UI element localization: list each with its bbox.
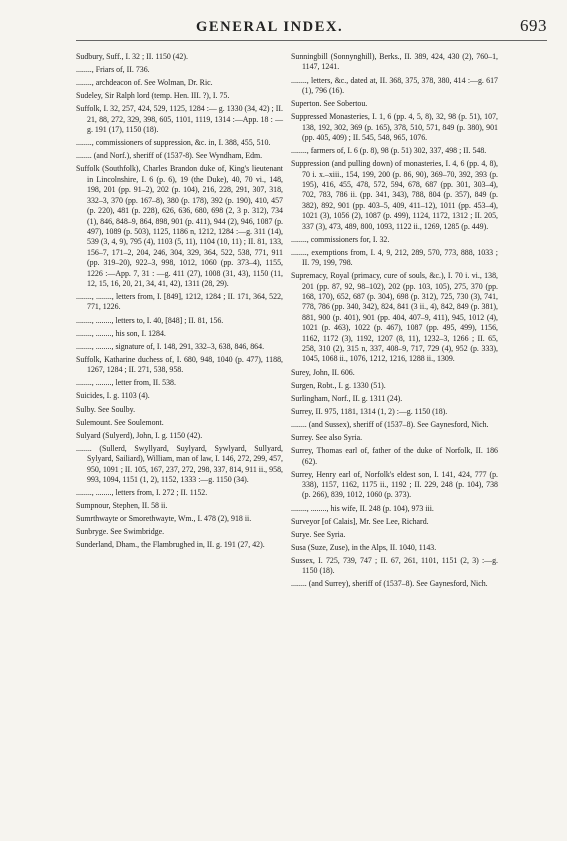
index-entry: ........, ........, letter from, II. 538. [76,378,176,388]
index-entry: Superton. See Sobertou. [291,99,368,108]
index-entry: ........, Friars of, II. 736. [76,65,150,75]
index-entry: Sussex, I. 725, 739, 747 ; II. 67, 261, 1101, 1151 (2, 3) :—g. 1150 (18). [291,555,498,576]
index-entry: Surgen, Robt., I. g. 1330 (51). [291,380,386,390]
index-entry: Sunderland, Dham., the Flambrughed in, II. g. 191 (27, 42). [76,540,265,550]
index-entry: ........, ........, letters from, I. [849], 1212, 1284 ; II. 171, 364, 522, 771, 1226. [76,292,283,312]
index-entry: Suffolk, Katharine duchess of, I. 680, 948, 1040 (p. 477), 1188, 1267, 1284 ; II. 271, 538, 958. [76,354,283,375]
index-entry: ........, exemptions from, I. 4, 9, 212, 289, 570, 773, 888, 1033 ; II. 79, 199, 798. [291,247,498,268]
left-column [76,52,283,593]
index-entry: Sumpnour, Stephen, II. 58 ii. [76,501,168,511]
index-entry: ........, ........, his son, I. 1284. [76,328,166,338]
index-entry: Suffolk (Southfolk), Charles Brandon duke of, King's lieutenant in Lincolnshire, I. 6 (p. 6), 19 (the Duke), 40, 70 vi., 148, 198, 201 (pp. 91–2), 202 (p. 104), 216, 228, 291, 307, 318, 332–3, 370 (pp. 167–8), 380 (p. 178), 392 (p. 190), 410, 457 (p. 220), 481 (p. 228), 626, 636, 680, 698 (2, 3 p. 312), 734 (1), 846, 848–9, 864, 898, 901 (p. 411), 944 (2), 946, 1087 (p. 497), 1089 (p. 503), 1125, 1186 n, 1212, 1284 :—g. 311 (14), 539 (3, 4, 9), 795 (4), 1103 (5, 11), 1104 (10, 11) ; II. 81, 133, 156–7, 171–2, 204, 246, 304, 329, 364, 522, 538, 771, 911 (pp. 319–20), 922–3, 998, 1012, 1060 (pp. 373–4), 1155, 1226 :—App. 7, 31 : —g. 411 (27), 1008 (31, 43), 1150 (11, 12, 15, 16, 20, 21, 34, 41, 42), 1311 (28, 29). [76,164,283,288]
index-entry: ........ (and Surrey), sheriff of (1537–8). See Gaynesford, Nich. [291,579,488,589]
index-entry: ........ (and Norf.), sheriff of (1537-8). See Wyndham, Edm. [76,151,263,161]
page-number: 693 [520,16,547,35]
index-entry: Surveyor [of Calais], Mr. See Lee, Richard. [291,516,429,526]
index-entry: ........, ........, signature of, I. 148, 291, 332–3, 638, 846, 864. [76,341,265,351]
index-entry: Sudbury, Suff., I. 32 ; II. 1150 (42). [76,52,188,61]
index-entry: ........ (Sullerd, Swyllyard, Suylyard, Sywlyard, Sullyard, Sylyard, Sailiard), William, man of law, I. 146, 272, 299, 457, 950, 1091 ; II. 105, 167, 237, 272, 298, 337, 814, 911 ii., 958, 993, 1094, 1151 (1, 2), 1152, 1333 :—g. 1150 (34). [76,443,283,484]
index-entry: ........, commissioners of suppression, &c. in, I. 388, 455, 510. [76,138,271,148]
index-entry: Sunbryge. See Swimbridge. [76,527,165,537]
index-entry: Surlingham, Norf., II. g. 1311 (24). [291,393,403,403]
index-entry: ........, archdeacon of. See Wolman, Dr. Ric. [76,78,213,88]
index-columns [76,52,547,593]
index-entry: ........, ........, letters from, I. 272 ; II. 1152. [76,488,208,498]
index-entry: Sudeley, Sir Ralph lord (temp. Hen. III. ?), I. 75. [76,91,230,101]
page-header [76,16,547,41]
index-entry: ........ (and Sussex), sheriff of (1537–8). See Gaynesford, Nich. [291,419,489,429]
index-entry: ........, ........, his wife, II. 248 (p. 104), 973 iii. [291,503,434,513]
index-entry: Susa (Suze, Zuse), in the Alps, II. 1040, 1143. [291,542,437,552]
index-entry: Sunningbill (Sonnynghill), Berks., II. 389, 424, 430 (2), 760–1, 1147, 1241. [291,52,498,72]
index-entry: Surrey. See also Syria. [291,433,363,443]
index-entry: Surey, John, II. 606. [291,367,355,377]
index-entry: Surye. See Syria. [291,529,346,539]
index-entry: Surrey, Thomas earl of, father of the duke of Norfolk, II. 186 (62). [291,446,498,466]
index-entry: Sulemount. See Soulemont. [76,417,164,427]
running-title: GENERAL INDEX. [196,19,344,35]
index-entry: Supremacy, Royal (primacy, cure of souls, &c.), I. 70 i. vi., 138, 201 (pp. 87, 92, 98–102), 202 (pp. 103, 105), 275, 370 (pp. 168, 170), 652, 687 (p. 304), 698 (p. 312), 725, 730 (3), 741, 778, 786 (pp. 340, 342), 824, 841 (3 ii., 4), 842, 849 (p. 381), 881, 900 (p. 401), 901 (pp. 404, 407–9, 411), 945, 1012 (4), 1021 (p. 463), 1022 (p. 467), 1087 (pp. 495, 499), 1156, 1162, 1172 (3), 1192, 1207 (8, 11), 1232–3, 1266 ; II. 65, 258, 310 (2), 315 n, 337, 408–9, 717, 729 (4), 952 (p. 333), 1045, 1068 ii., 1076, 1212, 1216, 1288 ii., 1309. [291,271,498,364]
index-entry: ........, letters, &c., dated at, II. 368, 375, 378, 380, 414 :—g. 617 (1), 796 (16). [291,75,498,95]
right-column [291,52,498,593]
index-entry: ........, commissioners for, I. 32. [291,234,390,244]
index-entry: Suppression (and pulling down) of monasteries, I. 4, 6 (pp. 4, 8), 70 i. x.–xiii., 154, 199, 200 (p. 86, 90), 369–70, 392, 393 (p. 195), 416, 455, 478, 572, 594, 678, 687 (pp. 301, 303–4), 702, 783, 786 ii. (pp. 341, 343), 788, 804 (p. 357), 849 (p. 382), 892, 901 (pp. 403–5, 409, 411–12), 1011 (pp. 453–4), 1021 (3), 1056 (2), 1087 (p. 499), 1124, 1172, 1312 ; II. 205, 337 (3), 473, 489, 800, 1093, 1122 ii., 1269, 1285 (p. 449). [291,159,498,231]
index-entry: Suicides, I. g. 1103 (4). [76,391,150,401]
index-entry: Sumrthwayte or Smorethwayte, Wm., I. 478 (2), 918 ii. [76,514,252,524]
index-entry: Suffolk, I. 32, 257, 424, 529, 1125, 1284 :— g. 1330 (34, 42) ; II. 21, 88, 272, 329, 398, 605, 1101, 1119, 1314 :—App. 18 : —g. 191 (17), 1150 (18). [76,104,283,135]
index-entry: ........, farmers of, I. 6 (p. 8), 98 (p. 51) 302, 337, 498 ; II. 548. [291,146,487,155]
index-entry: Surrey, Henry earl of, Norfolk's eldest son, I. 141, 424, 777 (p. 338), 1157, 1162, 1175 ii., 1192 ; II. 229, 248 (p. 104), 738 (p. 266), 839, 1012, 1060 (p. 373). [291,469,498,500]
index-entry: Surrey, II. 975, 1181, 1314 (1, 2) :—g. 1150 (18). [291,406,448,416]
index-entry: Sulby. See Soulby. [76,404,136,414]
index-entry: Sulyard (Sulyerd), John, I. g. 1150 (42). [76,430,203,440]
index-entry: Suppressed Monasteries, I. 1, 6 (pp. 4, 5, 8), 32, 98 (p. 51), 107, 138, 192, 302, 369 (p. 165), 378, 510, 571, 849 (p. 380), 901 (pp. 405, 409) ; II. 545, 548, 965, 1076. [291,112,498,142]
index-entry: ........, ........, letters to, I. 40, [848] ; II. 81, 156. [76,315,224,325]
